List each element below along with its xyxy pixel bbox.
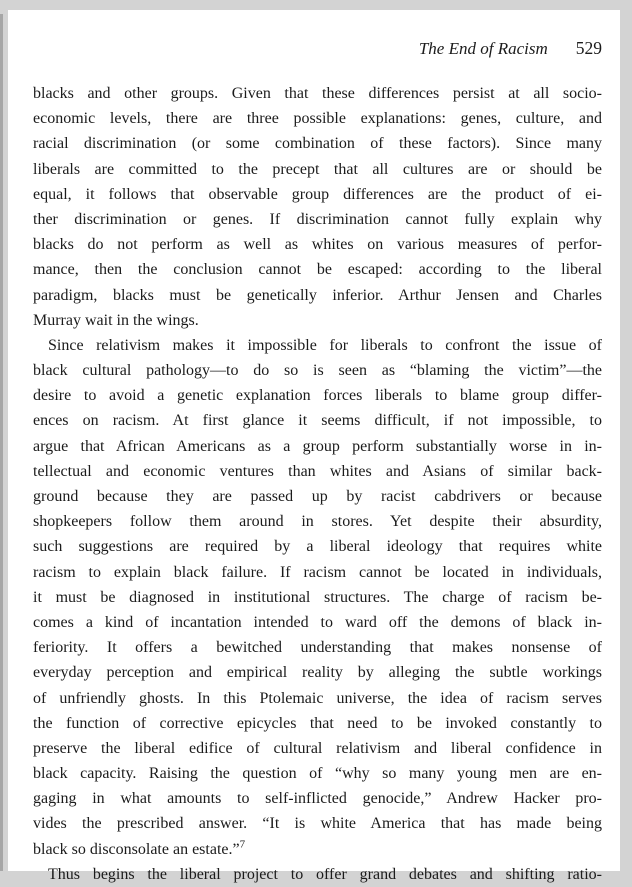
page-edge-shadow bbox=[0, 14, 3, 871]
body-line: desire to avoid a genetic explanation forces liberals to blame group differ- bbox=[33, 387, 602, 405]
page-body bbox=[33, 81, 602, 887]
body-line: racial discrimination (or some combination of these factors). Since many bbox=[33, 135, 602, 153]
book-page bbox=[8, 10, 620, 883]
body-line: preserve the liberal edifice of cultural relativism and liberal confidence in bbox=[33, 739, 602, 757]
body-line: black so disconsolate an estate.”$^7$ bbox=[33, 838, 246, 858]
body-line: ground because they are passed up by racist cabdrivers or because bbox=[33, 488, 602, 505]
body-line: such suggestions are required by a liberal ideology that requires white bbox=[33, 538, 602, 556]
body-line: Murray wait in the wings. bbox=[33, 311, 199, 329]
body-line: comes a kind of incantation intended to ward off the demons of black in- bbox=[33, 613, 602, 631]
body-line: ences on racism. At first glance it seems difficult, if not impossible, to bbox=[33, 412, 602, 430]
book-title: The End of Racism bbox=[418, 39, 548, 58]
body-line: blacks do not perform as well as whites on various measures of perfor- bbox=[33, 236, 602, 254]
body-line: mance, then the conclusion cannot be escaped: according to the liberal bbox=[33, 261, 602, 279]
body-line: feriority. It offers a bewitched understanding that makes nonsense of bbox=[33, 639, 602, 657]
body-line: black cultural pathology—to do so is seen as “blaming the victim”—the bbox=[33, 362, 602, 380]
running-header bbox=[33, 38, 602, 59]
body-line: equal, it follows that observable group differences are the product of ei- bbox=[33, 185, 602, 203]
body-line: blacks and other groups. Given that these differences persist at all socio- bbox=[33, 85, 602, 102]
body-line: black capacity. Raising the question of “why so many young men are en- bbox=[33, 765, 602, 783]
body-line: ther discrimination or genes. If discrimination cannot fully explain why bbox=[33, 210, 602, 228]
body-line: paradigm, blacks must be genetically inferior. Arthur Jensen and Charles bbox=[33, 286, 602, 304]
body-line: argue that African Americans as a group perform substantially worse in in- bbox=[33, 437, 602, 455]
page-number: 529 bbox=[575, 38, 602, 58]
body-line: Since relativism makes it impossible for liberals to confront the issue of bbox=[48, 336, 602, 354]
body-line: everyday perception and empirical reality by alleging the subtle workings bbox=[33, 664, 602, 682]
body-line: shopkeepers follow them around in stores. Yet despite their absurdity, bbox=[33, 513, 602, 531]
body-line: of unfriendly ghosts. In this Ptolemaic universe, the idea of racism serves bbox=[33, 689, 602, 707]
body-line: the function of corrective epicycles that need to be invoked constantly to bbox=[33, 714, 602, 732]
body-line: it must be diagnosed in institutional structures. The charge of racism be- bbox=[33, 588, 602, 606]
body-line: racism to explain black failure. If racism cannot be located in individuals, bbox=[33, 563, 602, 581]
footnote-ref: 7 bbox=[239, 838, 246, 851]
body-line: economic levels, there are three possible explanations: genes, culture, and bbox=[33, 110, 602, 128]
body-line: vides the prescribed answer. “It is white America that has made being bbox=[33, 815, 602, 833]
body-line: liberals are committed to the precept that all cultures are or should be bbox=[33, 160, 602, 178]
body-line: gaging in what amounts to self-inflicted genocide,” Andrew Hacker pro- bbox=[33, 790, 602, 808]
body-line: tellectual and economic ventures than whites and Asians of similar back- bbox=[33, 462, 602, 480]
body-line: Thus begins the liberal project to offer grand debates and shifting ratio- bbox=[48, 865, 602, 883]
